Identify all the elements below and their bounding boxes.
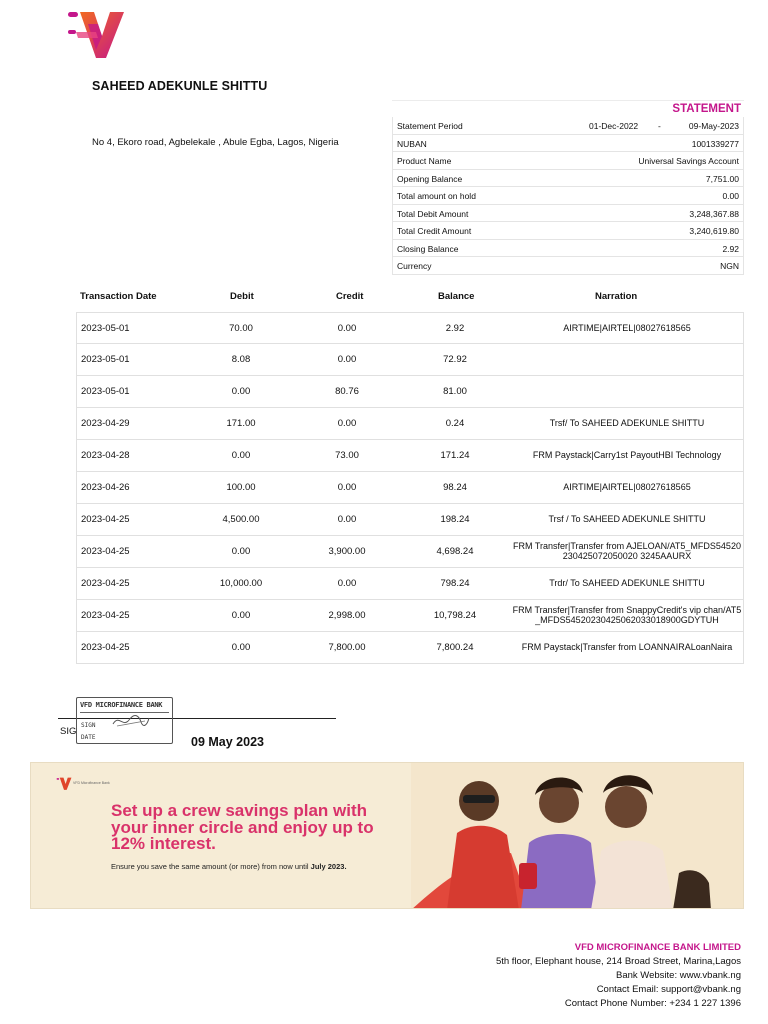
cell-narration: AIRTIME|AIRTEL|08027618565 <box>563 481 691 492</box>
cell-narration <box>509 376 745 407</box>
footer-email[interactable]: Contact Email: support@vbank.ng <box>596 984 741 995</box>
summary-row-on-hold <box>392 187 744 205</box>
table-row <box>76 344 744 376</box>
cell-credit: 7,800.00 <box>328 642 366 653</box>
cell-balance: 2.92 <box>445 323 465 334</box>
summary-label: Total Debit Amount <box>397 208 469 219</box>
cell-balance: 198.24 <box>440 514 470 525</box>
period-start: 01-Dec-2022 <box>589 121 639 131</box>
cell-debit: 8.08 <box>231 354 251 365</box>
transactions-table <box>76 312 744 664</box>
header-balance: Balance <box>438 291 475 302</box>
cell-credit: 0.00 <box>337 578 357 589</box>
cell-balance: 171.24 <box>440 450 470 461</box>
cell-credit: 0.00 <box>337 514 357 525</box>
table-row <box>76 600 744 632</box>
table-row <box>76 312 744 344</box>
cell-balance: 81.00 <box>443 386 467 397</box>
stamp-sign-label: SIGN <box>81 722 96 729</box>
table-row <box>76 632 744 664</box>
banner-subline-text: Ensure you save the same amount (or more) from now until <box>111 862 311 871</box>
cell-narration: FRM Transfer|Transfer from AJELOAN/AT5_MFDS54520230425072050020 3245AAURX <box>513 541 741 561</box>
summary-row-total-credit <box>392 222 744 240</box>
header-narration: Narration <box>595 291 638 302</box>
summary-label: Statement Period <box>397 121 463 131</box>
summary-value: 1001339277 <box>691 138 739 149</box>
summary-value: 2.92 <box>722 243 739 254</box>
summary-label: Opening Balance <box>397 173 463 184</box>
customer-name: SAHEED ADEKUNLE SHITTU <box>92 79 268 93</box>
summary-label: Total amount on hold <box>397 191 476 201</box>
statement-title: STATEMENT <box>392 100 744 117</box>
summary-value: Universal Savings Account <box>638 156 739 166</box>
cell-debit: 171.00 <box>226 418 256 429</box>
summary-label: Closing Balance <box>397 243 459 254</box>
cell-debit: 70.00 <box>229 323 253 334</box>
cell-date: 2023-04-28 <box>81 450 130 461</box>
cell-credit: 0.00 <box>337 323 357 334</box>
cell-debit: 0.00 <box>231 610 251 621</box>
cell-narration: Trsf/ To SAHEED ADEKUNLE SHITTU <box>549 417 705 428</box>
table-row <box>76 408 744 440</box>
vfd-v-logo-icon <box>66 10 126 62</box>
cell-credit: 80.76 <box>335 386 359 397</box>
cell-debit: 0.00 <box>231 642 251 653</box>
summary-value: NGN <box>720 261 739 271</box>
footer-bank-name: VFD MICROFINANCE BANK LIMITED <box>574 942 741 953</box>
cell-credit: 0.00 <box>337 482 357 493</box>
cell-date: 2023-04-29 <box>81 418 130 429</box>
cell-credit: 3,900.00 <box>328 546 366 557</box>
cell-credit: 0.00 <box>337 354 357 365</box>
cell-credit: 2,998.00 <box>328 610 366 621</box>
people-photo-icon <box>411 763 744 909</box>
cell-date: 2023-04-26 <box>81 482 130 493</box>
cell-date: 2023-05-01 <box>81 323 130 334</box>
signature-label: SIG <box>60 726 77 737</box>
header-date: Transaction Date <box>80 291 157 302</box>
stamp-bank-name: VFD MICROFINANCE BANK <box>80 701 163 709</box>
cell-date: 2023-05-01 <box>81 354 130 365</box>
cell-debit: 0.00 <box>231 546 251 557</box>
summary-row-currency <box>392 257 744 275</box>
vfd-v-logo-icon <box>56 776 72 792</box>
summary-value: 3,248,367.88 <box>689 208 739 219</box>
cell-date: 2023-04-25 <box>81 642 130 653</box>
cell-balance: 98.24 <box>443 482 467 493</box>
statement-summary <box>392 100 744 275</box>
header-debit: Debit <box>230 291 254 302</box>
cell-date: 2023-04-25 <box>81 610 130 621</box>
banner-headline: Set up a crew savings plan with your inner circle and enjoy up to 12% interest. <box>111 801 374 853</box>
table-row <box>76 504 744 536</box>
cell-debit: 10,000.00 <box>219 578 263 589</box>
cell-narration: Trsf / To SAHEED ADEKUNLE SHITTU <box>548 513 706 524</box>
summary-value: 7,751.00 <box>705 173 739 184</box>
cell-date: 2023-05-01 <box>81 386 130 397</box>
cell-debit: 0.00 <box>231 450 251 461</box>
cell-narration: FRM Paystack|Transfer from LOANNAIRALoanNaira <box>521 641 733 652</box>
cell-debit: 0.00 <box>231 386 251 397</box>
signature-scribble-icon <box>111 712 151 730</box>
bank-footer <box>496 941 741 1011</box>
cell-credit: 0.00 <box>337 418 357 429</box>
signature-date: 09 May 2023 <box>191 735 264 749</box>
cell-balance: 4,698.24 <box>436 546 474 557</box>
footer-address: 5th floor, Elephant house, 214 Broad Street, Marina,Lagos <box>495 956 741 967</box>
cell-date: 2023-04-25 <box>81 578 130 589</box>
summary-label: NUBAN <box>397 138 427 149</box>
promo-banner[interactable] <box>30 762 744 909</box>
table-row <box>76 568 744 600</box>
cell-balance: 10,798.24 <box>433 610 477 621</box>
summary-label: Currency <box>397 261 432 271</box>
table-row <box>76 376 744 408</box>
cell-narration: AIRTIME|AIRTEL|08027618565 <box>563 322 691 333</box>
summary-row-nuban <box>392 135 744 153</box>
cell-balance: 0.24 <box>445 418 465 429</box>
cell-narration: FRM Paystack|Carry1st PayoutHBI Technology <box>532 449 722 460</box>
summary-label: Product Name <box>397 156 452 166</box>
table-row <box>76 472 744 504</box>
summary-row-total-debit <box>392 205 744 223</box>
banner-subline <box>111 862 347 871</box>
table-row <box>76 536 744 568</box>
summary-value: 3,240,619.80 <box>689 226 739 236</box>
summary-row-opening-balance <box>392 170 744 188</box>
cell-balance: 798.24 <box>440 578 470 589</box>
summary-row-closing-balance <box>392 240 744 258</box>
banner-brand: VFD Microfinance Bank <box>73 781 110 785</box>
bank-stamp <box>76 697 173 744</box>
footer-website[interactable]: Bank Website: www.vbank.ng <box>616 970 741 981</box>
cell-narration: Trdr/ To SAHEED ADEKUNLE SHITTU <box>549 577 705 588</box>
cell-debit: 100.00 <box>226 482 256 493</box>
stamp-date-label: DATE <box>81 734 96 741</box>
period-separator: - <box>658 121 661 131</box>
table-row <box>76 440 744 472</box>
footer-phone: Contact Phone Number: +234 1 227 1396 <box>564 998 741 1009</box>
summary-row-product <box>392 152 744 170</box>
cell-date: 2023-04-25 <box>81 546 130 557</box>
banner-subline-date: July 2023. <box>310 862 347 871</box>
cell-debit: 4,500.00 <box>222 514 260 525</box>
header-credit: Credit <box>336 291 364 302</box>
cell-date: 2023-04-25 <box>81 514 130 525</box>
cell-balance: 7,800.24 <box>436 642 474 653</box>
cell-narration <box>509 344 745 375</box>
cell-credit: 73.00 <box>335 450 359 461</box>
cell-balance: 72.92 <box>443 354 467 365</box>
customer-address: No 4, Ekoro road, Agbelekale , Abule Egba, Lagos, Nigeria <box>92 137 339 148</box>
period-end: 09-May-2023 <box>688 121 739 131</box>
summary-label: Total Credit Amount <box>397 226 472 236</box>
cell-narration: FRM Transfer|Transfer from SnappyCredit's vip chan/AT5_MFDS54520230425062033018900GDYTUH <box>512 605 742 625</box>
summary-row-period <box>392 117 744 135</box>
summary-value: 0.00 <box>722 191 739 201</box>
transactions-header <box>76 291 744 305</box>
